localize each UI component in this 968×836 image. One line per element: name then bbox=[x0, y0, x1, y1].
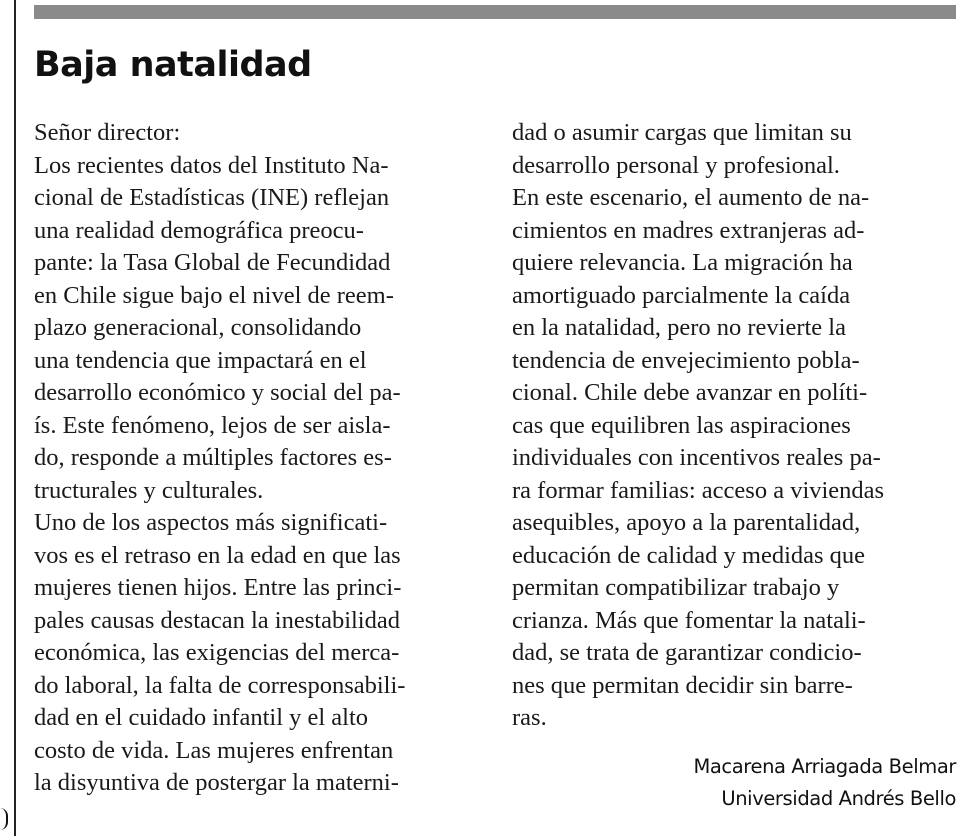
text-line: desarrollo económico y social del pa- bbox=[34, 379, 401, 406]
text-line: asequibles, apoyo a la parentalidad, bbox=[512, 509, 861, 536]
text-line: pales causas destacan la inestabilidad bbox=[34, 606, 400, 634]
text-line: cional. Chile debe avanzar en políti- bbox=[512, 379, 868, 406]
text-line: dad en el cuidado infantil y el alto bbox=[34, 704, 369, 731]
author-name: Macarena Arriagada Belmar bbox=[693, 755, 956, 778]
article-headline: Baja natalidad bbox=[34, 45, 312, 85]
text-line: mujeres tienen hijos. Entre las princi- bbox=[34, 574, 402, 601]
text-line: cimientos en madres extranjeras ad- bbox=[512, 216, 865, 244]
text-line: amortiguado parcialmente la caída bbox=[512, 281, 851, 309]
text-line: costo de vida. Las mujeres enfrentan bbox=[34, 736, 394, 764]
cropped-edge-glyph bbox=[0, 808, 8, 830]
text-line: Señor director: bbox=[34, 119, 181, 146]
text-line: do, responde a múltiples factores es- bbox=[34, 444, 392, 471]
text-line: cas que equilibren las aspiraciones bbox=[512, 411, 851, 439]
text-line: plazo generacional, consolidando bbox=[34, 314, 362, 341]
text-line: económica, las exigencias del merca- bbox=[34, 639, 400, 666]
text-line: nes que permitan decidir sin barre- bbox=[512, 671, 853, 699]
text-line: Los recientes datos del Instituto Na- bbox=[34, 151, 389, 179]
text-line: dad o asumir cargas que limitan su bbox=[512, 119, 852, 146]
text-line: crianza. Más que fomentar la natali- bbox=[512, 606, 866, 634]
article-column-right bbox=[512, 117, 962, 735]
text-line: do laboral, la falta de corresponsabili- bbox=[34, 671, 406, 699]
text-line: cional de Estadísticas (INE) reflejan bbox=[34, 184, 390, 211]
text-line: ra formar familias: acceso a viviendas bbox=[512, 476, 885, 504]
section-header-bar bbox=[34, 5, 956, 19]
text-line: ras. bbox=[512, 704, 547, 731]
text-line: la disyuntiva de postergar la materni- bbox=[34, 769, 399, 796]
text-line: quiere relevancia. La migración ha bbox=[512, 249, 853, 276]
text-line: una realidad demográfica preocu- bbox=[34, 216, 364, 244]
text-line: una tendencia que impactará en el bbox=[34, 346, 367, 374]
text-line: tructurales y culturales. bbox=[34, 476, 264, 504]
text-line: Uno de los aspectos más significati- bbox=[34, 509, 388, 536]
text-line: En este escenario, el aumento de na- bbox=[512, 184, 870, 211]
text-line: en Chile sigue bajo el nivel de reem- bbox=[34, 281, 394, 309]
text-line: en la natalidad, pero no revierte la bbox=[512, 314, 846, 341]
text-line: ís. Este fenómeno, lejos de ser aisla- bbox=[34, 411, 391, 439]
text-line: vos es el retraso en la edad en que las bbox=[34, 541, 401, 569]
text-line: permitan compatibilizar trabajo y bbox=[512, 574, 840, 601]
text-line: tendencia de envejecimiento pobla- bbox=[512, 346, 860, 374]
text-line: dad, se trata de garantizar condicio- bbox=[512, 639, 862, 666]
text-line: individuales con incentivos reales pa- bbox=[512, 444, 881, 471]
text-line: educación de calidad y medidas que bbox=[512, 541, 866, 569]
text-line: pante: la Tasa Global de Fecundidad bbox=[34, 249, 391, 276]
text-line: desarrollo personal y profesional. bbox=[512, 151, 840, 179]
author-organization: Universidad Andrés Bello bbox=[721, 787, 956, 810]
left-column-rule bbox=[14, 0, 16, 836]
article-column-left bbox=[34, 117, 474, 800]
